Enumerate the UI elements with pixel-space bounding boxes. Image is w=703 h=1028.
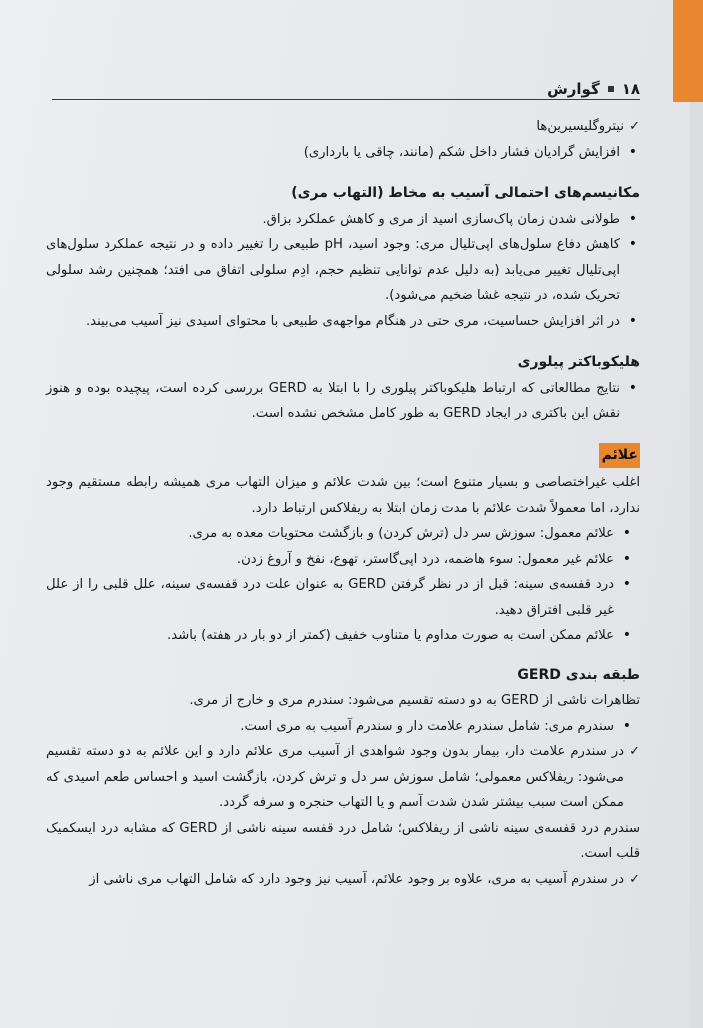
list-item: • نتایج مطالعاتی که ارتباط هلیکوباکتر پیلوری را با ابتلا به GERD بررسی کرده است، پیچیده بوده و هنوز نقش این باکتری در ایجاد GERD به طور کامل مشخص نشده است. [46, 376, 640, 427]
paragraph: تظاهرات ناشی از GERD به دو دسته تقسیم می‌شود: سندرم مری و خارج از مری. [189, 693, 640, 708]
chapter-tab [673, 0, 703, 102]
list-item: • علائم معمول: سوزش سر دل (ترش کردن) و بازگشت محتویات معده به مری. [46, 521, 634, 547]
list-item: • طولانی شدن زمان پاک‌سازی اسید از مری و کاهش عملکرد بزاق. [46, 207, 640, 233]
list-item: • علائم ممکن است به صورت مداوم یا متناوب خفیف (کمتر از دو بار در هفته) باشد. [46, 623, 634, 649]
page-header [52, 78, 640, 100]
paragraph: اغلب غیراختصاصی و بسیار متنوع است؛ بین شدت علائم و میزان التهاب مری همیشه رابطه مستقیم وجود ندارد، اما معمولاً شدت علائم با مدت زمان ابتلا به ریفلاکس ارتباط دارد. [46, 475, 640, 516]
list-item: • سندرم مری: شامل سندرم علامت دار و سندرم آسیب به مری است. [46, 714, 634, 740]
list-item: • افزایش گرادیان فشار داخل شکم (مانند، چاقی یا بارداری) [46, 140, 640, 166]
check-icon: ✓ [629, 744, 640, 759]
check-icon: ✓ [629, 871, 640, 887]
section-heading: هلیکوباکتر پیلوری [517, 354, 640, 370]
chapter-title: گوارش [547, 80, 600, 98]
page-content [46, 114, 640, 892]
list-item: • علائم غیر معمول: سوء هاضمه، درد اپی‌گاستر، تهوع، نفخ و آروغ زدن. [46, 547, 634, 573]
section-heading: مکانیسم‌های احتمالی آسیب به مخاط (التهاب مری) [291, 185, 640, 201]
check-item: ✓ در سندرم آسیب به مری، علاوه بر وجود علائم، آسیب نیز وجود دارد که شامل التهاب مری ناشی از [46, 867, 640, 893]
section-heading: طبقه بندی GERD [517, 666, 640, 683]
square-bullet-icon [608, 86, 614, 92]
page-number: ۱۸ [621, 80, 640, 98]
list-item: • کاهش دفاع سلول‌های اپی‌تلیال مری: وجود اسید، pH طبیعی را تغییر داده و در نتیجه عملکرد سلول‌های اپی‌تلیال تغییر می‌یابد (به دلیل عدم توانایی تنظیم حجم، ادِم سلولی اتفاق می افتد؛ همچنین رشد سلولی تحریک شده، در نتیجه غشا ضخیم می‌شود). [46, 232, 640, 309]
highlighted-heading: علائم [599, 443, 640, 469]
list-item: • درد قفسه‌ی سینه: قبل از در نظر گرفتن GERD به عنوان علت درد قفسه‌ی سینه، علل قلبی را از علل غیر قلبی افتراق دهید. [46, 572, 634, 623]
check-item: ✓ در سندرم علامت دار، بیمار بدون وجود شواهدی از آسیب مری علائم دارد و این علائم به دو دسته تقسیم می‌شود: ریفلاکس معمولی؛ شامل سوزش سر دل و ترش کردن، بازگشت اسید و احساس طعم اسیدی که ممکن است سبب بیشتر شدن شدت آسم و یا التهاب حنجره و سرفه گردد. [46, 739, 640, 816]
check-icon: ✓ [629, 119, 640, 134]
check-item: ✓ نیتروگلیسیرین‌ها [46, 114, 640, 140]
paragraph: سندرم درد قفسه‌ی سینه ناشی از ریفلاکس؛ شامل درد قفسه سینه ناشی از GERD که مشابه درد ایسکمیک قلب است. [46, 820, 640, 861]
list-item: • در اثر افزایش حساسیت، مری حتی در هنگام مواجهه‌ی طبیعی با محتوای اسیدی نیز آسیب می‌بیند. [46, 309, 640, 335]
header-rule [52, 99, 640, 100]
section-heading-row [46, 443, 640, 469]
